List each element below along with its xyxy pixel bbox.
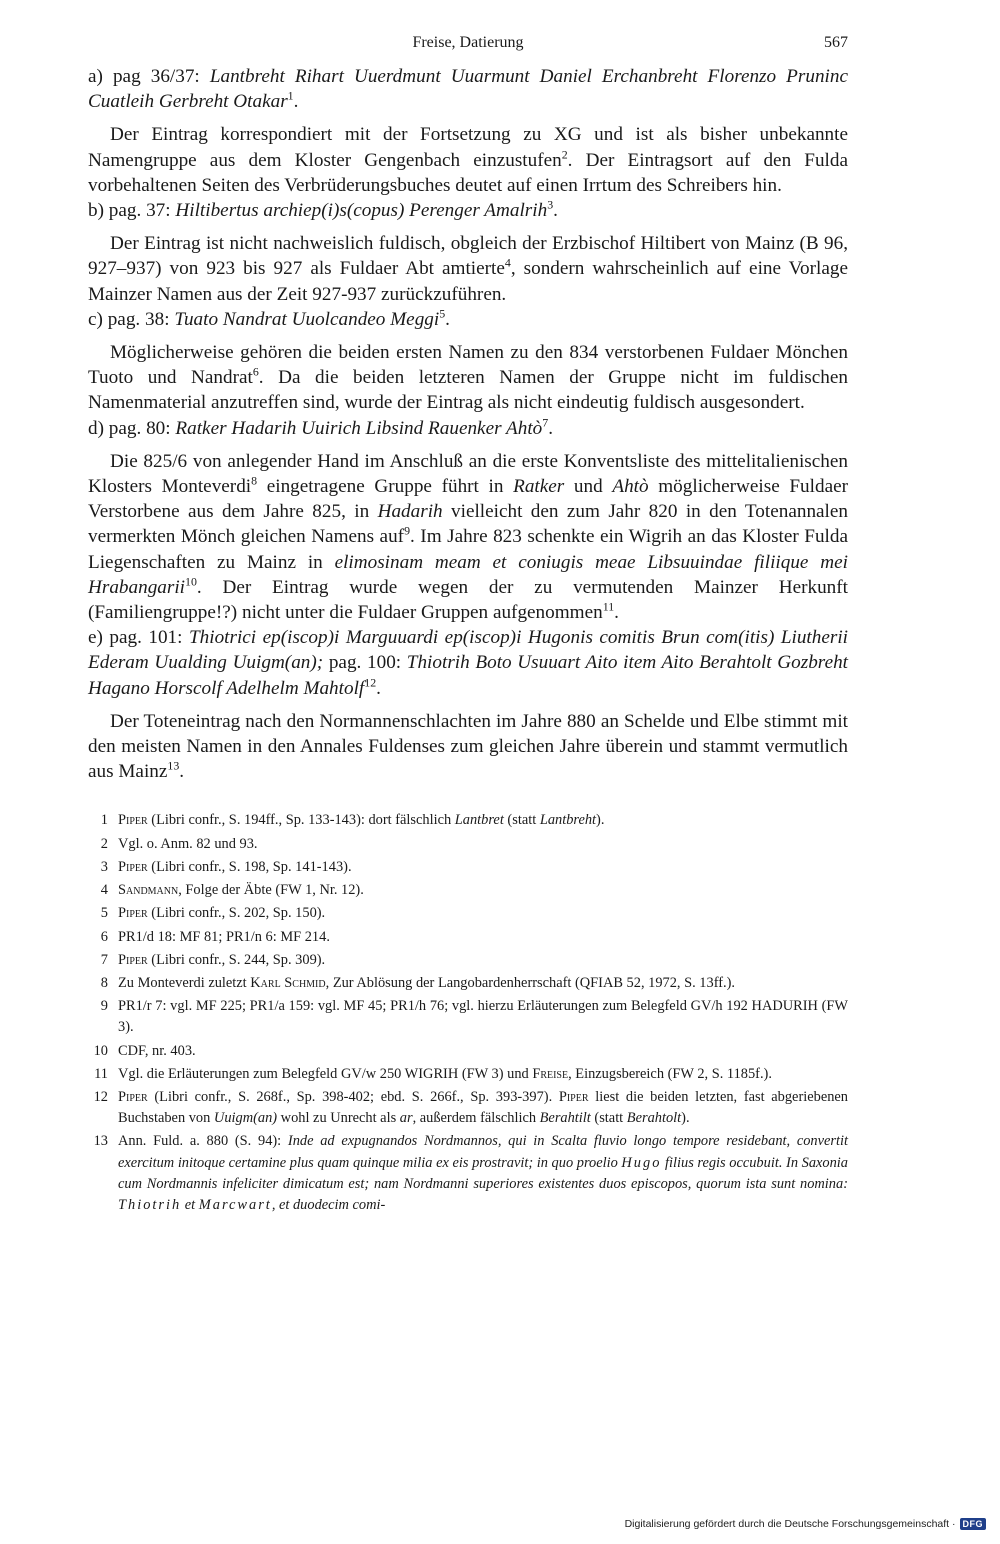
footnote-ref: 1 [287, 88, 294, 103]
entry-names: Lantbreht Rihart Uuerdmunt Uuarmunt Daniel Erchanbreht Florenzo Pruninc Cuatleih Gerbreht Otakar [88, 66, 848, 113]
footnote-ref: 3 [547, 197, 554, 212]
author: Piper [118, 858, 148, 875]
text: , Folge der Äbte (FW 1, Nr. 12). [178, 882, 364, 899]
footnote [88, 950, 848, 971]
author: Piper [558, 1088, 589, 1105]
footnote-ref: 4 [504, 256, 511, 271]
text: (Libri confr., S. 244, Sp. 309). [147, 951, 326, 968]
footnote [88, 1041, 848, 1062]
footnote-number: 1 [100, 812, 108, 829]
footnote [88, 857, 848, 878]
footnote-number: 12 [93, 1088, 108, 1105]
text: . Im Jahre 823 schenkte ein Wigrih an das Kloster Fulda Liegenschaften zu Mainz in [88, 526, 848, 573]
author: Piper [118, 812, 148, 829]
entry-a: a) pag 36/37: Lantbreht Rihart Uuerdmunt Uuarmunt Daniel Erchanbreht Florenzo Pruninc Cuatleih Gerbreht Otakar$^1$. [88, 66, 848, 113]
text: ). [596, 812, 605, 829]
author: Piper [118, 951, 148, 968]
footnote [88, 810, 848, 831]
footnote [88, 880, 848, 901]
italic: Uuigm(an) [213, 1110, 278, 1127]
paragraph [88, 122, 848, 198]
entry-label: e) pag. 101: [88, 627, 189, 649]
footnote-ref: 11 [602, 599, 615, 614]
italic: Lantbreht [539, 812, 597, 829]
quote-italic: filius regis occubuit. In Saxonia cum Nordmannis infeliciter dimicatum est; nam Nordmanni superiores existentes duos episcopos, quorum ista sunt nomina: [118, 1154, 848, 1192]
entry-names: Ratker Hadarih Uuirich Libsind Rauenker Ahtò [175, 417, 543, 439]
entry-names: Thiotrih Boto Usuuart Aito item Aito Berahtolt Gozbreht Hagano Horscolf Adelhelm Mahtolf [88, 652, 849, 699]
entry-c: c) pag. 38: Tuato Nandrat Uuolcandeo Meggi$^5$. [88, 306, 450, 330]
text: . [614, 602, 619, 624]
italic: ar [399, 1110, 413, 1127]
running-head [88, 34, 848, 64]
footnote [88, 973, 848, 994]
quote-italic: elimosinam meam et coniugis meae Libsuuindae filiique mei Hrabangarii [88, 551, 848, 598]
text: Der Eintrag ist nicht nachweislich fuldisch, obgleich der Erzbischof Hiltibert von Mainz (B 96, 927–937) von 923 bis 927 als Fuldaer Abt amtierte [88, 233, 848, 280]
text: möglicherweise Fuldaer Verstorbene aus dem Jahre 825, in [88, 476, 848, 523]
text: (statt [590, 1110, 627, 1127]
text: Vgl. die Erläuterungen zum Belegfeld GV/w 250 WIGRIH (FW 3) und [118, 1065, 533, 1082]
quote-italic: Inde ad expugnandos Nordmannos, qui in Scalta fluvio longo tempore residebant, convertit exercitum initoque certamine plus quam quinque milia ex eis prostravit; in quo proelio [118, 1133, 848, 1171]
footnote [88, 996, 848, 1038]
name-italic: Ahtò [612, 476, 649, 498]
footnote-ref: 6 [252, 364, 259, 379]
text: vielleicht den zum Jahr 820 in den Totenannalen vermerkten Mönch gleichen Namens auf [88, 501, 848, 548]
footnote [88, 1064, 848, 1085]
paragraph [88, 231, 848, 307]
paragraph [88, 449, 848, 625]
author: Karl Schmid [250, 974, 326, 991]
text: PR1/d 18: MF 81; PR1/n 6: MF 214. [118, 928, 330, 945]
text: (Libri confr., S. 202, Sp. 150). [147, 905, 326, 922]
entry-label: pag. 100: [323, 652, 407, 674]
footer-text: Digitalisierung gefördert durch die Deutsche Forschungsgemeinschaft · [624, 1518, 956, 1530]
text: Der Toteneintrag nach den Normannenschlachten im Jahre 880 an Schelde und Elbe stimmt mit den meisten Namen in den Annales Fuldenses zum gleichen Jahre überein und stammt vermutlich aus Mainz [88, 710, 848, 783]
quote-italic: et [181, 1196, 199, 1213]
author: Freise [532, 1065, 569, 1082]
footnote-number: 3 [100, 858, 108, 875]
entry-label: b) pag. 37: [88, 200, 176, 222]
footnote-ref: 8 [251, 473, 258, 488]
footnote-number: 4 [100, 882, 108, 899]
text: , außerdem fälschlich [412, 1110, 540, 1127]
name-italic: Hadarih [377, 501, 443, 523]
footnote-ref: 7 [542, 415, 549, 430]
entry-e: e) pag. 101: Thiotrici ep(iscop)i Marguuardi ep(iscop)i Hugonis comitis Brun com(itis) Liutherii Ederam Uualding Uuigm(an); pag. 100: Thiotrih Boto Usuuart Aito item Aito Berahtolt Gozbreht Hagano Horscolf Adelhelm Mahtolf$^{12}$. [88, 627, 849, 699]
paragraph [88, 340, 848, 416]
footnote-ref: 2 [561, 147, 568, 162]
name-italic: Ratker [513, 476, 565, 498]
quote-italic: , et duodecim comi- [271, 1196, 386, 1213]
footnote-number: 2 [100, 835, 108, 852]
text: (Libri confr., S. 194ff., Sp. 133-143): dort fälschlich [147, 812, 455, 829]
author: Sandmann [118, 882, 179, 899]
text: liest die beiden letzten, fast abgeriebenen Buchstaben von [118, 1088, 848, 1127]
page-number: 567 [824, 34, 848, 51]
footnote-number: 10 [93, 1042, 108, 1059]
text: und [564, 476, 613, 498]
text: , sondern wahrscheinlich auf eine Vorlage Mainzer Namen aus der Zeit 927-937 zurückzuführen. [88, 258, 848, 305]
text: . [179, 761, 185, 783]
text: ). [681, 1110, 690, 1127]
text: . Der Eintragsort auf den Fulda vorbehaltenen Seiten des Verbrüderungsbuches deutet auf einen Irrtum des Schreibers hin. [88, 149, 848, 196]
paragraph [88, 709, 848, 785]
text: Möglicherweise gehören die beiden ersten Namen zu den 834 verstorbenen Fuldaer Mönchen Tuoto und Nandrat [88, 342, 848, 389]
digitization-footer [625, 1518, 986, 1530]
text: Die 825/6 von anlegender Hand im Anschluß an die erste Konventsliste des mittelitalienischen Klosters Monteverdi [88, 450, 848, 498]
footnote-number: 6 [100, 928, 108, 945]
author: Piper [118, 905, 148, 922]
footnote-ref: 5 [439, 306, 446, 321]
entry-names: Tuato Nandrat Uuolcandeo Meggi [174, 308, 440, 330]
text: PR1/r 7: vgl. MF 225; PR1/a 159: vgl. MF 45; PR1/h 76; vgl. hierzu Erläuterungen zum Belegfeld GV/h 192 HADURIH (FW 3). [118, 998, 848, 1036]
entry-label: a) pag 36/37: [88, 66, 210, 87]
text: (statt [503, 812, 540, 829]
spaced-name: Hugo [621, 1154, 662, 1171]
text: . Der Eintrag wurde wegen der zu vermutenden Mainzer Herkunft (Familiengruppe!?) nicht unter die Fuldaer Gruppen aufgenommen [88, 576, 848, 624]
entry-names: Thiotrici ep(iscop)i Marguuardi ep(iscop)i Hugonis comitis Brun com(itis) Liutherii Ederam Uualding Uuigm(an); [88, 627, 848, 674]
text: Ann. Fuld. a. 880 (S. 94): [118, 1133, 288, 1150]
footnote-number: 13 [93, 1133, 108, 1150]
entry-b: b) pag. 37: Hiltibertus archiep(i)s(copus) Perenger Amalrih$^3$. [88, 197, 558, 222]
author: Piper [118, 1088, 148, 1105]
text: , Einzugsbereich (FW 2, S. 1185f.). [568, 1065, 772, 1082]
italic: Berahtolt [626, 1110, 682, 1127]
text: (Libri confr., S. 198, Sp. 141-143). [147, 858, 352, 875]
entry-d: d) pag. 80: Ratker Hadarih Uuirich Libsind Rauenker Ahtò$^7$. [88, 415, 553, 439]
footnote-ref: 10 [185, 574, 197, 589]
footnote-ref: 9 [404, 524, 411, 539]
entry-names: Hiltibertus archiep(i)s(copus) Perenger Amalrih [175, 200, 548, 222]
footnote-number: 7 [100, 951, 108, 968]
running-title: Freise, Datierung [412, 34, 524, 51]
dfg-logo-icon: DFG [960, 1518, 987, 1530]
text: Vgl. o. Anm. 82 und 93. [118, 835, 258, 852]
footnote-ref: 12 [364, 675, 377, 690]
footnote [88, 1131, 848, 1216]
footnote-number: 9 [100, 998, 108, 1015]
footnote [88, 1087, 848, 1129]
text: Der Eintrag korrespondiert mit der Fortsetzung zu XG und ist als bisher unbekannte Namengruppe aus dem Kloster Gengenbach einzustufen [88, 124, 848, 171]
entry-label: d) pag. 80: [88, 417, 176, 439]
main-text [88, 64, 848, 784]
text: (Libri confr., S. 268f., Sp. 398-402; ebd. S. 266f., Sp. 393-397). [147, 1088, 559, 1105]
spaced-name: Thiotrih [118, 1196, 182, 1213]
page [88, 34, 848, 1218]
footnote [88, 834, 848, 855]
italic: Lantbret [454, 812, 504, 829]
footnote [88, 927, 848, 948]
text: wohl zu Unrecht als [277, 1110, 400, 1127]
text: CDF, nr. 403. [118, 1042, 196, 1059]
text: . Da die beiden letzteren Namen der Gruppe nicht im fuldischen Namenmaterial anzutreffen sind, wurde der Eintrag als nicht eindeutig fuldisch ausgesondert. [88, 367, 848, 414]
footnote-ref: 13 [167, 758, 180, 773]
text: Zu Monteverdi zuletzt [118, 974, 251, 991]
footnote-number: 11 [94, 1065, 108, 1082]
footnote-number: 8 [100, 974, 108, 991]
footnote [88, 903, 848, 924]
footnotes [88, 810, 848, 1216]
text: , Zur Ablösung der Langobardenherrschaft (QFIAB 52, 1972, S. 13ff.). [325, 974, 736, 991]
spaced-name: Marcwart [198, 1196, 272, 1213]
italic: Berahtilt [539, 1110, 591, 1127]
footnote-number: 5 [100, 905, 108, 922]
text: eingetragene Gruppe führt in [257, 476, 514, 498]
entry-label: c) pag. 38: [88, 308, 175, 330]
